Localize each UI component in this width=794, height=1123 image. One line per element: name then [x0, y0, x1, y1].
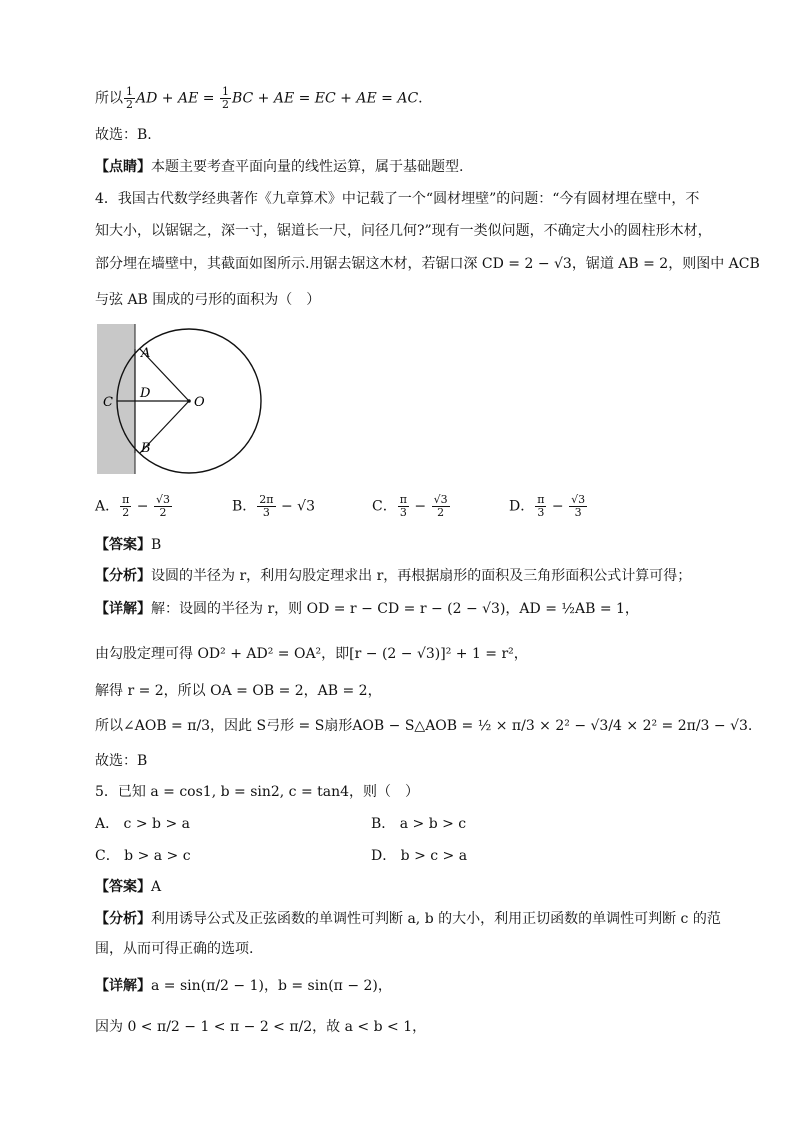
term-bc: BC + [231, 90, 274, 107]
term-ac: AC [397, 90, 419, 107]
q4-stem-line-4: 与弦 AB 围成的弓形的面积为（ ） [95, 292, 321, 308]
point-text: 本题主要考查平面向量的线性运算，属于基础题型. [151, 159, 464, 175]
center-point [187, 399, 191, 403]
term-ae-3: AE = [356, 90, 398, 107]
q4-option-b: B． $\frac{2\pi}{3}$ − √3 [232, 493, 315, 519]
label-o: O [194, 395, 205, 410]
q5-detail-line-1: 【详解】a = sin(π/2 − 1)，b = sin(π − 2)， [95, 978, 392, 994]
q4-detail-line-3: 解得 r = 2，所以 OA = OB = 2，AB = 2， [95, 683, 382, 699]
q5-stem-line: 5．已知 a = cos1, b = sin2, c = tan4，则（ ） [95, 784, 420, 800]
q4-detail-line-1: 【详解】解：设圆的半径为 r，则 OD = r − CD = r − (2 − √3)，AD = ½AB = 1， [95, 601, 639, 617]
q4-stem-line-3: 部分埋在墙壁中，其截面如图所示.用锯去锯这木材，若锯口深 CD = 2 − √3，锯道 AB = 2，则图中 ACB [95, 256, 760, 272]
q5-option-a: A． c > b > a [95, 816, 190, 832]
q5-analysis-line-2: 围，从而可得正确的选项. [95, 941, 254, 957]
q4-detail-line-4: 所以∠AOB = π/3，因此 S弓形 = S扇形AOB − S△AOB = ½ × π/3 × 2² − √3/4 × 2² = 2π/3 − √3. [95, 718, 753, 734]
q4-stem-line-2: 知大小，以锯锯之，深一寸，锯道长一尺，问径几何?”现有一类似问题，不确定大小的圆柱形木材， [95, 223, 712, 239]
label-a: A [141, 346, 151, 361]
q4-stem-line-1: 4．我国古代数学经典著作《九章算术》中记载了一个“圆材埋壁”的问题：“今有圆材埋在壁中，不 [95, 191, 700, 207]
q5-option-d: D． b > c > a [371, 848, 468, 864]
q5-detail-line-2: 因为 0 < π/2 − 1 < π − 2 < π/2，故 a < b < 1， [95, 1019, 427, 1035]
point-line [95, 156, 463, 178]
q4-option-a: A． $\frac{\pi}{2}$ − $\frac{√3}{2}$ [95, 493, 171, 519]
vector-equation-line: 所以 $\frac{1}{2}$ AD + AE = $\frac{1}{2}$ BC + AE = EC + AE = AC. [95, 85, 423, 111]
term-ae: AE = [177, 90, 219, 107]
q4-option-c: C． $\frac{\pi}{3}$ − $\frac{√3}{2}$ [372, 493, 448, 519]
q4-option-d: D． $\frac{\pi}{3}$ − $\frac{√3}{3}$ [509, 493, 586, 519]
q5-answer-line: 【答案】A [95, 879, 162, 895]
fraction-half-2: $\frac{1}{2}$ [221, 85, 229, 111]
term-ec: EC + [314, 90, 357, 107]
choose-line-1: 故选：B. [95, 127, 152, 143]
q4-detail-line-2: 由勾股定理可得 OD² + AD² = OA²，即[r − (2 − √3)]² + 1 = r²， [95, 646, 528, 662]
point-label: 【点睛】 [95, 159, 151, 175]
q4-analysis-line: 【分析】设圆的半径为 r，利用勾股定理求出 r，再根据扇形的面积及三角形面积公式计算可得； [95, 568, 692, 584]
term-ad: AD + [136, 90, 178, 107]
q5-option-c: C． b > a > c [95, 848, 191, 864]
q5-option-b: B． a > b > c [371, 816, 467, 832]
circle-wall-figure [95, 322, 265, 477]
text-prefix: 所以 [95, 90, 123, 107]
label-c: C [103, 395, 113, 410]
q5-analysis-line-1: 【分析】利用诱导公式及正弦函数的单调性可判断 a, b 的大小，利用正切函数的单调性可判断 c 的范 [95, 911, 721, 927]
label-b: B [141, 441, 151, 456]
q4-answer-line: 【答案】B [95, 537, 162, 553]
label-d: D [140, 386, 151, 401]
fraction-half: $\frac{1}{2}$ [126, 85, 133, 111]
q4-choose-line: 故选：B [95, 753, 148, 769]
term-ae-2: AE = [273, 90, 315, 107]
